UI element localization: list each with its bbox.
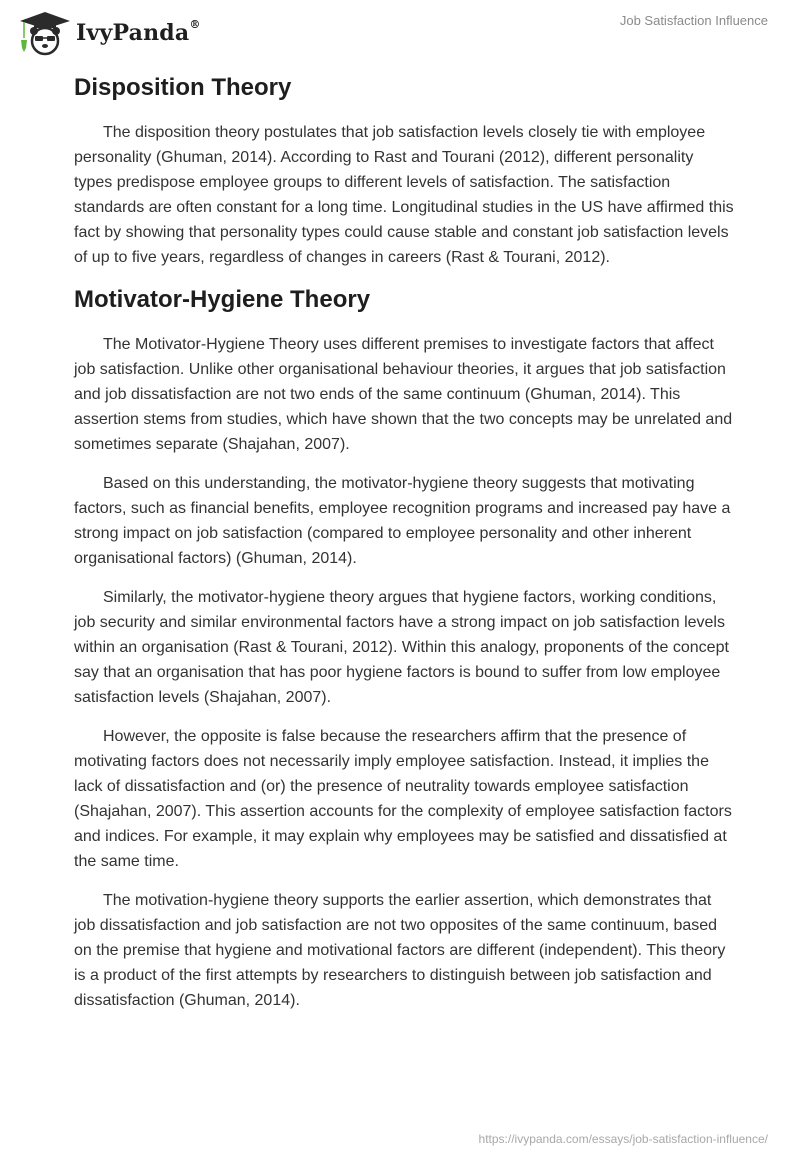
source-url[interactable]: https://ivypanda.com/essays/job-satisfaction-influence/ — [478, 1132, 768, 1146]
paragraph: The motivation-hygiene theory supports the earlier assertion, which demonstrates that job dissatisfaction and job satisfaction are not two opposites of the same continuum, based on the premise that hygiene and motivational factors are different (independent). This theory is a product of the first attempts by researchers to distinguish between job satisfaction and dissatisfaction (Ghuman, 2014). — [74, 892, 726, 1009]
paragraph: The disposition theory postulates that job satisfaction levels closely tie with employee personality (Ghuman, 2014). According to Rast and Tourani (2012), different personality types predispose employee groups to different levels of satisfaction. The satisfaction standards are often constant for a long time. Longitudinal studies in the US have affirmed this fact by showing that personality types could cause stable and constant job satisfaction levels of up to five years, regardless of changes in careers (Rast & Tourani, 2012). — [74, 124, 734, 266]
paragraph: Similarly, the motivator-hygiene theory argues that hygiene factors, working conditions, job security and similar environmental factors have a strong impact on job satisfaction levels within an organisation (Rast & Tourani, 2012). Within this analogy, proponents of the concept say that an organisation that has poor hygiene factors is bound to suffer from low employee satisfaction levels (Shajahan, 2007). — [74, 589, 729, 706]
logo-text: IvyPanda® — [76, 18, 201, 46]
section-heading-motivator-hygiene-theory: Motivator-Hygiene Theory — [74, 286, 371, 313]
paragraph: The Motivator-Hygiene Theory uses different premises to investigate factors that affect job satisfaction. Unlike other organisational behaviour theories, it argues that job satisfaction and job dissatisfaction are not two ends of the same continuum (Ghuman, 2014). This assertion stems from studies, which have shown that the two concepts may be unrelated and sometimes separate (Shajahan, 2007). — [74, 336, 733, 453]
document-title: Job Satisfaction Influence — [619, 13, 768, 28]
panda-graduate-icon — [18, 10, 72, 56]
paragraph: Based on this understanding, the motivator-hygiene theory suggests that motivating factors, such as financial benefits, employee recognition programs and increased pay have a strong impact on job satisfaction (compared to employee personality and other inherent organisational factors) (Ghuman, 2014). — [74, 475, 731, 567]
page-header — [0, 0, 800, 56]
paragraph: However, the opposite is false because the researchers affirm that the presence of motivating factors does not necessarily imply employee satisfaction. Instead, it implies the lack of dissatisfaction and (or) the presence of neutrality towards employee satisfaction (Shajahan, 2007). This assertion accounts for the complexity of employee satisfaction factors and indices. For example, it may explain why employees may be satisfied and dissatisfied at the same time. — [74, 728, 732, 870]
article-body — [74, 70, 734, 1013]
ivypanda-logo[interactable] — [18, 10, 201, 56]
section-heading-disposition-theory: Disposition Theory — [74, 74, 292, 101]
